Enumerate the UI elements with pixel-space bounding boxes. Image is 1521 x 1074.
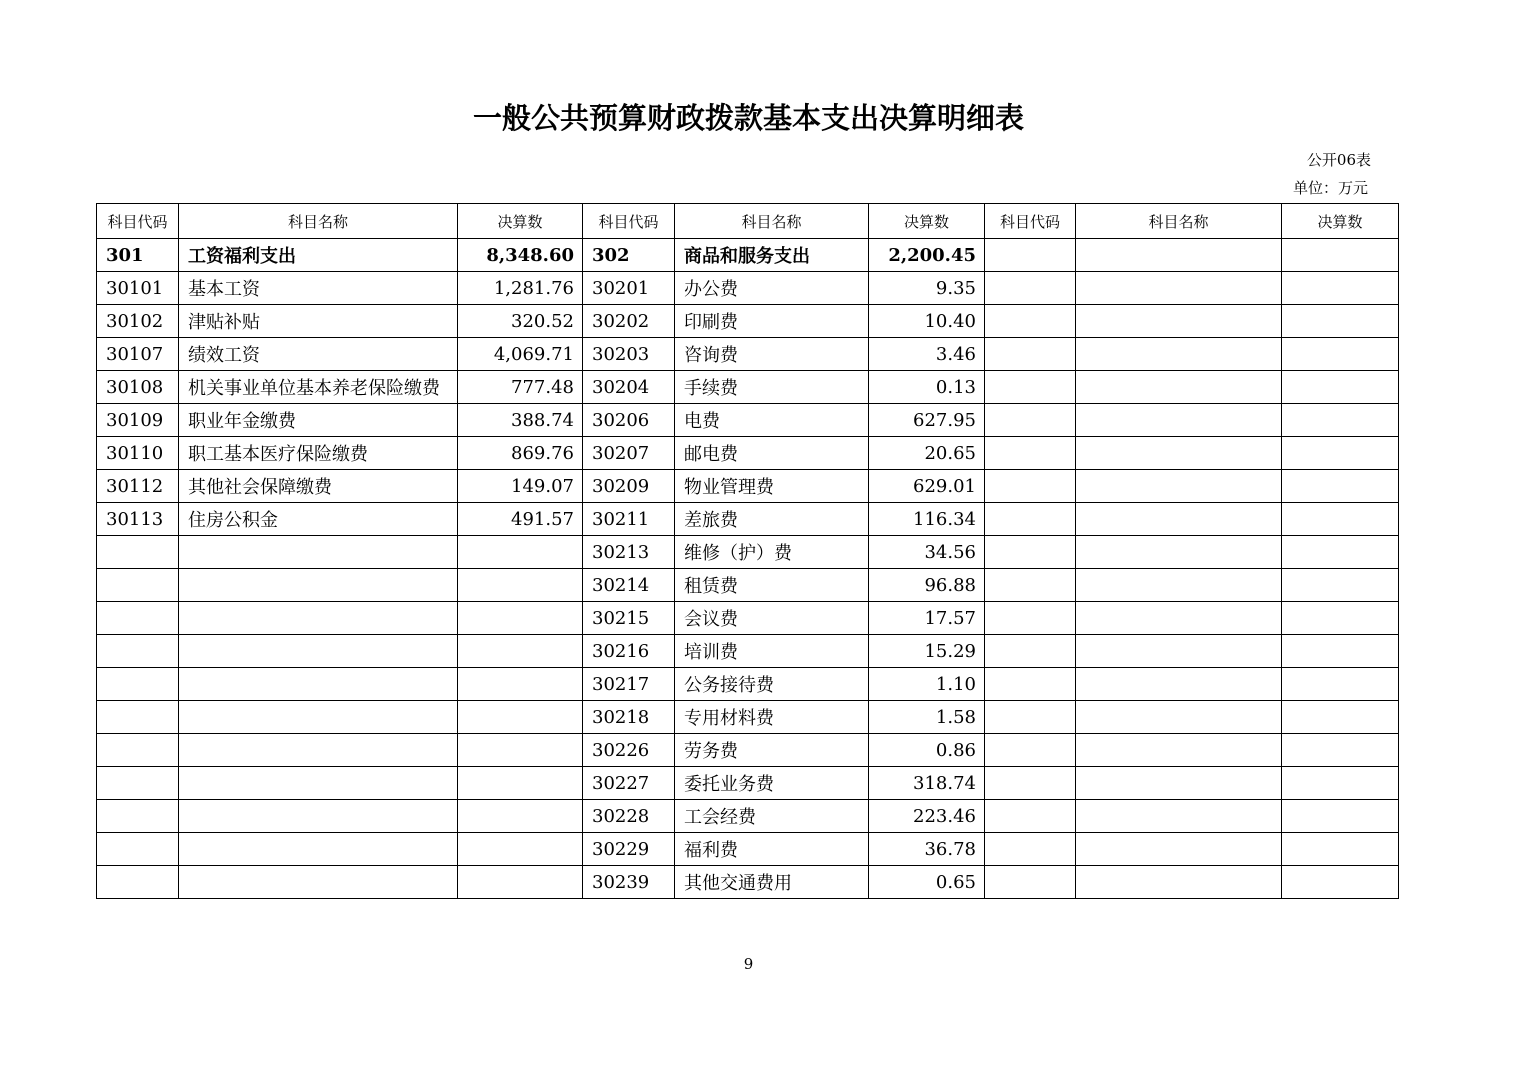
subject-name-cell: 商品和服务支出 — [675, 239, 869, 272]
final-amount-cell — [458, 602, 583, 635]
subject-code-cell — [97, 536, 179, 569]
subject-code-cell — [985, 437, 1076, 470]
subject-name-cell — [179, 833, 458, 866]
subject-code-cell: 30203 — [583, 338, 675, 371]
subject-code-cell — [985, 635, 1076, 668]
final-amount-cell — [458, 800, 583, 833]
table-row — [97, 239, 1399, 272]
table-number: 公开06表 — [1306, 151, 1371, 169]
subject-code-cell: 302 — [583, 239, 675, 272]
subject-code-cell: 301 — [97, 239, 179, 272]
subject-code-cell — [985, 338, 1076, 371]
table-row — [97, 272, 1399, 305]
subject-code-cell: 30108 — [97, 371, 179, 404]
subject-code-cell — [985, 767, 1076, 800]
table-row — [97, 866, 1399, 899]
final-amount-cell: 0.65 — [869, 866, 985, 899]
subject-code-cell: 30202 — [583, 305, 675, 338]
subject-code-cell: 30218 — [583, 701, 675, 734]
subject-name-cell — [1076, 272, 1282, 305]
subject-code-cell — [97, 767, 179, 800]
subject-name-cell — [1076, 536, 1282, 569]
subject-name-cell — [179, 800, 458, 833]
final-amount-cell — [1282, 635, 1399, 668]
subject-name-cell — [1076, 635, 1282, 668]
subject-name-cell: 差旅费 — [675, 503, 869, 536]
final-amount-cell — [458, 569, 583, 602]
final-amount-cell — [1282, 536, 1399, 569]
table-row — [97, 569, 1399, 602]
subject-code-cell — [97, 833, 179, 866]
subject-name-cell: 委托业务费 — [675, 767, 869, 800]
subject-name-cell — [1076, 470, 1282, 503]
subject-code-cell — [985, 800, 1076, 833]
subject-code-cell — [985, 668, 1076, 701]
subject-name-cell: 印刷费 — [675, 305, 869, 338]
final-amount-cell: 20.65 — [869, 437, 985, 470]
final-amount-cell: 2,200.45 — [869, 239, 985, 272]
final-amount-cell — [458, 701, 583, 734]
final-amount-cell: 0.13 — [869, 371, 985, 404]
final-amount-cell — [458, 767, 583, 800]
subject-code-cell: 30109 — [97, 404, 179, 437]
final-amount-cell — [458, 833, 583, 866]
subject-code-cell — [985, 536, 1076, 569]
table-row — [97, 503, 1399, 536]
final-amount-cell: 869.76 — [458, 437, 583, 470]
final-amount-cell — [1282, 305, 1399, 338]
final-amount-cell: 627.95 — [869, 404, 985, 437]
table-row — [97, 338, 1399, 371]
final-amount-cell — [1282, 503, 1399, 536]
final-amount-cell: 318.74 — [869, 767, 985, 800]
final-amount-cell: 149.07 — [458, 470, 583, 503]
final-amount-cell: 9.35 — [869, 272, 985, 305]
subject-name-cell — [179, 734, 458, 767]
subject-name-cell — [179, 635, 458, 668]
subject-code-cell — [97, 866, 179, 899]
final-amount-cell: 17.57 — [869, 602, 985, 635]
final-amount-cell — [1282, 800, 1399, 833]
final-amount-cell — [1282, 833, 1399, 866]
subject-name-cell — [1076, 503, 1282, 536]
subject-code-cell: 30201 — [583, 272, 675, 305]
table-row — [97, 602, 1399, 635]
table-row — [97, 833, 1399, 866]
final-amount-cell: 10.40 — [869, 305, 985, 338]
subject-code-cell — [985, 305, 1076, 338]
final-amount-cell — [1282, 437, 1399, 470]
subject-code-cell — [97, 569, 179, 602]
expenditure-detail-table — [96, 203, 1399, 899]
subject-code-cell: 30113 — [97, 503, 179, 536]
final-amount-cell: 36.78 — [869, 833, 985, 866]
final-amount-cell — [458, 668, 583, 701]
subject-name-cell: 电费 — [675, 404, 869, 437]
subject-name-cell — [1076, 767, 1282, 800]
subject-code-cell — [985, 470, 1076, 503]
subject-code-cell — [985, 602, 1076, 635]
subject-name-cell — [1076, 800, 1282, 833]
table-row — [97, 470, 1399, 503]
final-amount-cell — [1282, 239, 1399, 272]
subject-name-cell: 租赁费 — [675, 569, 869, 602]
subject-name-cell: 工资福利支出 — [179, 239, 458, 272]
table-row — [97, 701, 1399, 734]
subject-code-cell: 30239 — [583, 866, 675, 899]
table-row — [97, 767, 1399, 800]
subject-name-cell: 维修（护）费 — [675, 536, 869, 569]
final-amount-cell — [1282, 338, 1399, 371]
final-amount-cell: 15.29 — [869, 635, 985, 668]
subject-code-cell: 30206 — [583, 404, 675, 437]
subject-code-cell: 30213 — [583, 536, 675, 569]
table-row — [97, 371, 1399, 404]
subject-name-cell — [1076, 437, 1282, 470]
subject-code-cell: 30107 — [97, 338, 179, 371]
subject-code-cell — [985, 272, 1076, 305]
subject-name-cell: 职业年金缴费 — [179, 404, 458, 437]
final-amount-cell: 96.88 — [869, 569, 985, 602]
subject-name-cell — [179, 866, 458, 899]
final-amount-cell: 223.46 — [869, 800, 985, 833]
final-amount-cell: 116.34 — [869, 503, 985, 536]
table-header-row — [97, 204, 1399, 239]
subject-name-cell: 机关事业单位基本养老保险缴费 — [179, 371, 458, 404]
subject-name-cell: 绩效工资 — [179, 338, 458, 371]
subject-name-cell: 住房公积金 — [179, 503, 458, 536]
final-amount-cell: 388.74 — [458, 404, 583, 437]
subject-code-cell: 30217 — [583, 668, 675, 701]
final-amount-cell: 0.86 — [869, 734, 985, 767]
table-row — [97, 635, 1399, 668]
final-amount-cell: 320.52 — [458, 305, 583, 338]
subject-name-cell: 其他交通费用 — [675, 866, 869, 899]
table-row — [97, 800, 1399, 833]
subject-name-cell: 咨询费 — [675, 338, 869, 371]
subject-name-cell: 工会经费 — [675, 800, 869, 833]
subject-code-cell — [985, 239, 1076, 272]
final-amount-cell — [1282, 668, 1399, 701]
amount-header-1: 决算数 — [458, 204, 583, 239]
subject-name-cell — [179, 536, 458, 569]
final-amount-cell: 3.46 — [869, 338, 985, 371]
subject-name-cell — [179, 602, 458, 635]
final-amount-cell — [458, 734, 583, 767]
final-amount-cell — [1282, 470, 1399, 503]
subject-code-cell — [985, 734, 1076, 767]
subject-code-cell: 30207 — [583, 437, 675, 470]
final-amount-cell — [1282, 569, 1399, 602]
subject-code-cell: 30229 — [583, 833, 675, 866]
page-title: 一般公共预算财政拨款基本支出决算明细表 — [472, 101, 1024, 135]
subject-code-cell: 30102 — [97, 305, 179, 338]
name-header-3: 科目名称 — [1076, 204, 1282, 239]
subject-name-cell — [179, 569, 458, 602]
subject-name-cell — [1076, 866, 1282, 899]
subject-name-cell — [1076, 305, 1282, 338]
table-row — [97, 536, 1399, 569]
subject-code-cell: 30204 — [583, 371, 675, 404]
final-amount-cell: 1.58 — [869, 701, 985, 734]
subject-code-cell — [985, 833, 1076, 866]
code-header-1: 科目代码 — [97, 204, 179, 239]
final-amount-cell — [458, 866, 583, 899]
final-amount-cell: 491.57 — [458, 503, 583, 536]
final-amount-cell: 34.56 — [869, 536, 985, 569]
subject-code-cell — [97, 635, 179, 668]
subject-name-cell: 津贴补贴 — [179, 305, 458, 338]
subject-name-cell: 物业管理费 — [675, 470, 869, 503]
subject-name-cell: 公务接待费 — [675, 668, 869, 701]
final-amount-cell — [1282, 767, 1399, 800]
subject-name-cell: 职工基本医疗保险缴费 — [179, 437, 458, 470]
final-amount-cell — [1282, 734, 1399, 767]
subject-code-cell — [97, 701, 179, 734]
final-amount-cell: 1,281.76 — [458, 272, 583, 305]
subject-name-cell — [1076, 668, 1282, 701]
subject-name-cell — [1076, 404, 1282, 437]
table-row — [97, 734, 1399, 767]
subject-code-cell: 30226 — [583, 734, 675, 767]
subject-name-cell — [1076, 569, 1282, 602]
subject-code-cell — [97, 668, 179, 701]
subject-name-cell: 劳务费 — [675, 734, 869, 767]
subject-name-cell — [1076, 734, 1282, 767]
subject-name-cell — [1076, 833, 1282, 866]
subject-code-cell — [985, 701, 1076, 734]
final-amount-cell: 8,348.60 — [458, 239, 583, 272]
final-amount-cell: 1.10 — [869, 668, 985, 701]
code-header-3: 科目代码 — [985, 204, 1076, 239]
table-row — [97, 404, 1399, 437]
subject-code-cell: 30101 — [97, 272, 179, 305]
subject-name-cell — [179, 701, 458, 734]
subject-name-cell — [1076, 338, 1282, 371]
subject-code-cell: 30110 — [97, 437, 179, 470]
unit-label: 单位：万元 — [1292, 179, 1368, 197]
amount-header-2: 决算数 — [869, 204, 985, 239]
final-amount-cell — [1282, 272, 1399, 305]
subject-code-cell — [97, 734, 179, 767]
subject-code-cell: 30227 — [583, 767, 675, 800]
amount-header-3: 决算数 — [1282, 204, 1399, 239]
subject-name-cell — [1076, 602, 1282, 635]
name-header-1: 科目名称 — [179, 204, 458, 239]
subject-name-cell: 邮电费 — [675, 437, 869, 470]
page-number: 9 — [743, 955, 754, 973]
final-amount-cell — [1282, 866, 1399, 899]
subject-code-cell: 30228 — [583, 800, 675, 833]
table-row — [97, 437, 1399, 470]
subject-name-cell — [179, 767, 458, 800]
table-row — [97, 305, 1399, 338]
subject-code-cell: 30211 — [583, 503, 675, 536]
final-amount-cell: 777.48 — [458, 371, 583, 404]
final-amount-cell: 629.01 — [869, 470, 985, 503]
subject-code-cell: 30209 — [583, 470, 675, 503]
subject-code-cell: 30215 — [583, 602, 675, 635]
final-amount-cell: 4,069.71 — [458, 338, 583, 371]
subject-name-cell: 福利费 — [675, 833, 869, 866]
subject-name-cell: 专用材料费 — [675, 701, 869, 734]
subject-code-cell: 30214 — [583, 569, 675, 602]
final-amount-cell — [1282, 701, 1399, 734]
subject-name-cell — [1076, 701, 1282, 734]
table-row — [97, 668, 1399, 701]
subject-name-cell: 手续费 — [675, 371, 869, 404]
subject-code-cell: 30216 — [583, 635, 675, 668]
subject-code-cell — [985, 404, 1076, 437]
subject-code-cell — [97, 800, 179, 833]
subject-name-cell — [1076, 371, 1282, 404]
subject-code-cell — [985, 503, 1076, 536]
table-body — [97, 239, 1399, 899]
final-amount-cell — [1282, 404, 1399, 437]
subject-name-cell: 基本工资 — [179, 272, 458, 305]
subject-name-cell: 会议费 — [675, 602, 869, 635]
subject-code-cell: 30112 — [97, 470, 179, 503]
subject-code-cell — [97, 602, 179, 635]
subject-code-cell — [985, 371, 1076, 404]
final-amount-cell — [458, 536, 583, 569]
subject-name-cell: 培训费 — [675, 635, 869, 668]
subject-name-cell — [179, 668, 458, 701]
final-amount-cell — [1282, 371, 1399, 404]
name-header-2: 科目名称 — [675, 204, 869, 239]
subject-name-cell: 办公费 — [675, 272, 869, 305]
final-amount-cell — [1282, 602, 1399, 635]
subject-code-cell — [985, 866, 1076, 899]
code-header-2: 科目代码 — [583, 204, 675, 239]
final-amount-cell — [458, 635, 583, 668]
subject-name-cell — [1076, 239, 1282, 272]
subject-name-cell: 其他社会保障缴费 — [179, 470, 458, 503]
subject-code-cell — [985, 569, 1076, 602]
